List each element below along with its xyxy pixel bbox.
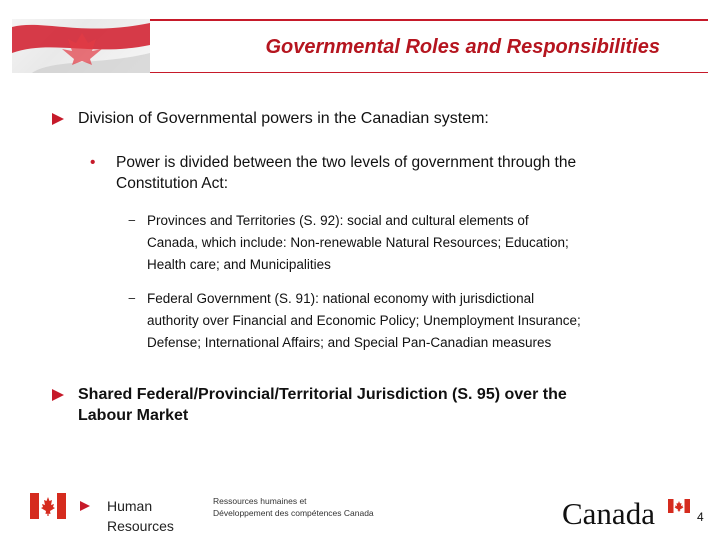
footer-department-en	[107, 496, 174, 536]
sub-sub-bullet-provinces	[128, 210, 673, 276]
shared-line-1: Shared Federal/Provincial/Territorial Jurisdiction (S. 95) over the	[78, 386, 567, 403]
footer-dept-fr-line-2: Développement des compétences Canada	[213, 508, 374, 518]
right-triangle-arrow-icon	[52, 113, 64, 125]
sub-bullet-line-1: Power is divided between the two levels of government through the	[116, 154, 577, 171]
sub-sub-bullet-federal	[128, 288, 673, 354]
header-bottom-rule	[150, 72, 708, 73]
bullet-item-division	[52, 108, 489, 129]
shared-line-2: Labour Market	[78, 407, 189, 424]
canada-wordmark-text: Canada	[562, 496, 655, 531]
right-triangle-arrow-icon	[52, 389, 64, 401]
dash-bullet-icon: −	[128, 291, 136, 306]
canada-flag-icon	[30, 493, 66, 519]
footer-dept-en-line-2: Resources	[107, 518, 174, 534]
footer-dept-fr-line-1: Ressources humaines et	[213, 496, 307, 506]
footer-department-fr	[213, 495, 374, 519]
header-flag-banner-icon	[12, 19, 150, 73]
wordmark-flag-icon	[668, 499, 690, 513]
federal-line-2: authority over Financial and Economic Policy; Unemployment Insurance;	[147, 313, 581, 328]
provinces-line-1: Provinces and Territories (S. 92): social and cultural elements of	[147, 213, 529, 228]
sub-bullet-power-divided	[90, 152, 690, 194]
footer-arrow-icon	[80, 501, 90, 511]
provinces-line-3: Health care; and Municipalities	[147, 257, 331, 272]
sub-bullet-line-2: Constitution Act:	[116, 175, 229, 192]
header-top-rule	[150, 19, 708, 21]
provinces-line-2: Canada, which include: Non-renewable Natural Resources; Education;	[147, 235, 569, 250]
bullet-text: Division of Governmental powers in the Canadian system:	[78, 110, 489, 127]
footer-dept-en-line-1: Human	[107, 498, 153, 514]
dot-bullet-icon: •	[90, 154, 96, 171]
slide-title: Governmental Roles and Responsibilities	[265, 36, 660, 58]
federal-line-3: Defense; International Affairs; and Special Pan-Canadian measures	[147, 335, 552, 350]
bullet-item-shared-jurisdiction	[52, 384, 567, 426]
page-number: 4	[697, 510, 704, 524]
dash-bullet-icon: −	[128, 213, 136, 228]
federal-line-1: Federal Government (S. 91): national economy with jurisdictional	[147, 291, 535, 306]
canada-wordmark	[562, 496, 655, 536]
